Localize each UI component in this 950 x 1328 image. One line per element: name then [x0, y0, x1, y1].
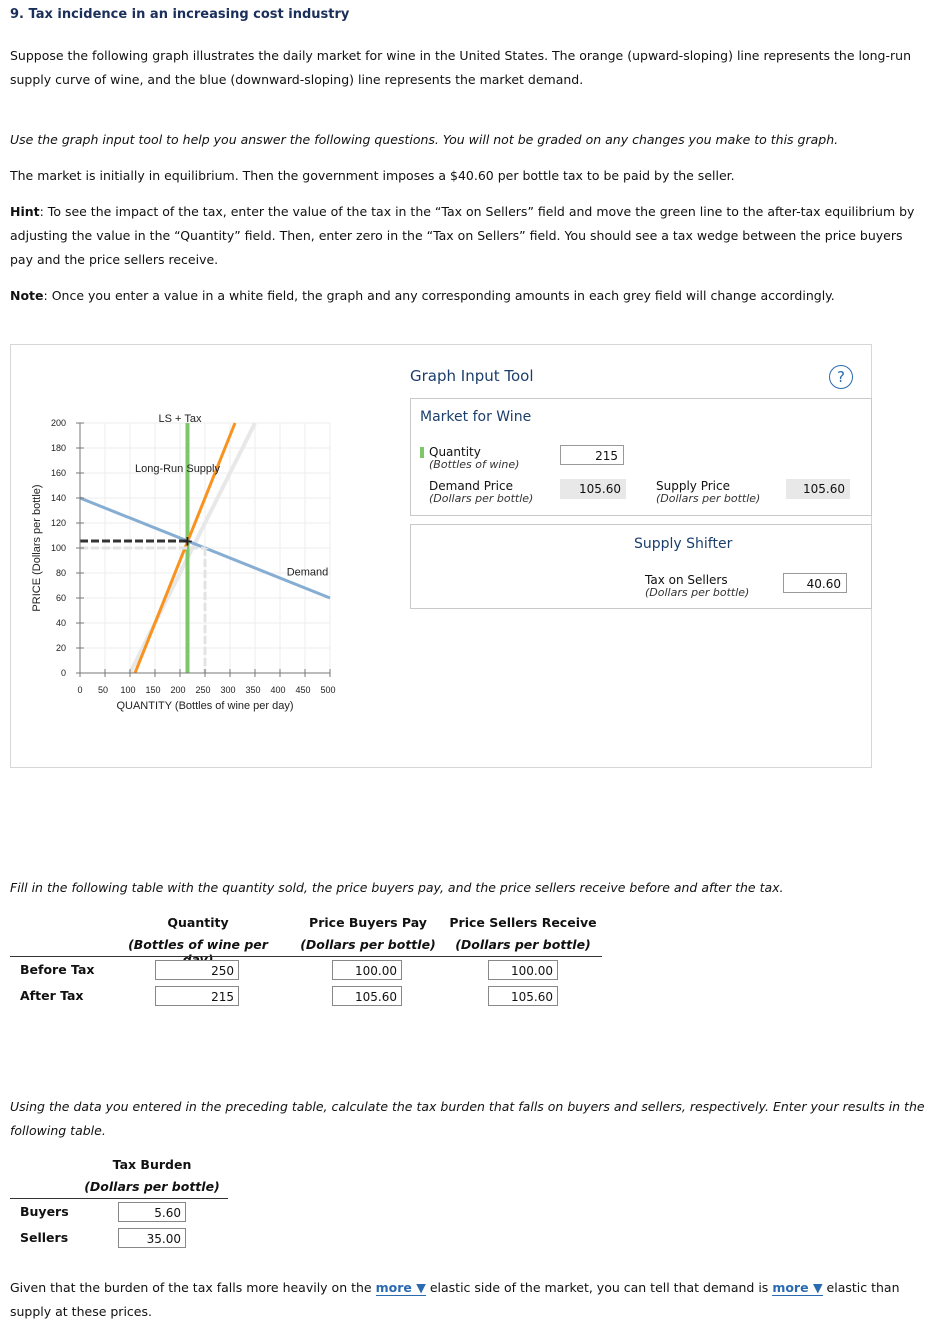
y-tick-label: 60 [55, 593, 66, 603]
col-tax-burden: Tax Burden [112, 1157, 192, 1172]
col-price-sellers: Price Sellers Receive [449, 915, 597, 930]
final-text-1: Given that the burden of the tax falls more heavily on the [10, 1280, 372, 1295]
x-tick-label: 150 [145, 685, 161, 695]
x-tick-label: 450 [295, 685, 311, 695]
y-tick-label: 0 [60, 668, 66, 678]
ls-tax-annotation: LS + Tax [158, 412, 202, 425]
row-before-tax: Before Tax [20, 962, 95, 977]
demand-price-label: Demand Price [429, 479, 513, 493]
before-tax-quantity-input[interactable]: 250 [155, 960, 239, 980]
scenario-text: The market is initially in equilibrium. Then the government imposes a $40.60 per bottle tax to be paid by the seller. [10, 168, 735, 183]
x-tick-label: 100 [120, 685, 136, 695]
final-text-4: supply at these prices. [10, 1304, 152, 1319]
y-tick-label: 100 [50, 543, 66, 553]
initial-equilibrium-marker: + [200, 540, 210, 556]
x-tick-label: 500 [320, 685, 336, 695]
x-axis-title: QUANTITY (Bottles of wine per day) [116, 700, 294, 712]
x-tick-label: 300 [220, 685, 236, 695]
hint-label: Hint [10, 204, 40, 219]
equilibrium-marker: + [182, 532, 193, 551]
x-tick-label: 200 [170, 685, 186, 695]
supply-price-sub: (Dollars per bottle) [656, 492, 761, 505]
demand-annotation: Demand [286, 566, 329, 579]
y-tick-label: 180 [50, 443, 66, 453]
buyers-burden-input[interactable]: 5.60 [118, 1202, 186, 1222]
note-label: Note [10, 288, 44, 303]
elasticity-dropdown-value: more [772, 1280, 809, 1295]
quantity-label: Quantity [429, 445, 481, 459]
side-dropdown-value: more [375, 1280, 412, 1295]
question-title: 9. Tax incidence in an increasing cost industry [10, 7, 350, 22]
y-tick-label: 140 [50, 493, 66, 503]
before-tax-buyers-pay-input[interactable]: 100.00 [332, 960, 402, 980]
long-run-supply-annotation: Long-Run Supply [134, 462, 221, 475]
hint-body: : To see the impact of the tax, enter the value of the tax in the “Tax on Sellers” field and move the green line to the after-tax equilibrium by adjusting the value in the “Quantity” field. Then, enter zero in the “Tax on Sellers” field. You should see a tax wedge between the price buyers pay and the price sellers receive. [10, 204, 915, 267]
col-price-buyers-sub: (Dollars per bottle) [300, 937, 436, 952]
x-tick-label: 0 [77, 685, 83, 695]
table1-prompt: Fill in the following table with the quantity sold, the price buyers pay, and the price sellers receive before and after the tax. [10, 880, 784, 895]
table2-prompt: Using the data you entered in the preceding table, calculate the tax burden that falls on buyers and sellers, respectively. Enter your results in the following table. [10, 1099, 925, 1138]
y-tick-label: 120 [50, 518, 66, 528]
supply-price-label: Supply Price [656, 479, 730, 493]
side-dropdown[interactable] [376, 1280, 426, 1296]
graph-input-tool-title: Graph Input Tool [410, 367, 534, 385]
market-title: Market for Wine [420, 409, 532, 425]
table2-divider [10, 1198, 228, 1199]
before-tax-sellers-receive-input[interactable]: 100.00 [488, 960, 558, 980]
row-after-tax: After Tax [20, 988, 84, 1003]
final-question [10, 1276, 925, 1324]
y-tick-label: 80 [55, 568, 66, 578]
x-tick-label: 50 [97, 685, 109, 695]
note-body: : Once you enter a value in a white field, the graph and any corresponding amounts in each grey field will change accordingly. [43, 288, 835, 303]
row-sellers: Sellers [20, 1230, 69, 1245]
instruction-text: Use the graph input tool to help you answer the following questions. You will not be graded on any changes you make to this graph. [10, 132, 839, 147]
after-tax-sellers-receive-input[interactable]: 105.60 [488, 986, 558, 1006]
demand-price-sub: (Dollars per bottle) [429, 492, 534, 505]
final-text-2: elastic side of the market, you can tell that demand is [429, 1280, 769, 1295]
col-tax-burden-sub: (Dollars per bottle) [84, 1179, 220, 1194]
col-price-sellers-sub: (Dollars per bottle) [455, 937, 591, 952]
quantity-input[interactable]: 215 [560, 445, 624, 465]
col-price-buyers: Price Buyers Pay [309, 915, 427, 930]
chevron-down-icon: ▼ [416, 1280, 426, 1295]
chevron-down-icon: ▼ [812, 1280, 823, 1295]
tax-sub: (Dollars per bottle) [645, 586, 750, 599]
y-axis-title: PRICE (Dollars per bottle) [31, 484, 43, 612]
y-tick-label: 20 [55, 643, 66, 653]
supply-price-value: 105.60 [786, 479, 850, 499]
tax-label: Tax on Sellers [645, 573, 728, 587]
x-tick-label: 250 [195, 685, 211, 695]
after-tax-buyers-pay-input[interactable]: 105.60 [332, 986, 402, 1006]
tax-on-sellers-input[interactable]: 40.60 [783, 573, 847, 593]
x-tick-label: 400 [270, 685, 286, 695]
col-quantity-sub: (Bottles of wine per [128, 937, 268, 952]
quantity-legend-swatch [420, 447, 424, 458]
supply-shifter-title: Supply Shifter [634, 536, 733, 552]
col-quantity: Quantity [167, 915, 229, 930]
elasticity-dropdown[interactable] [772, 1280, 822, 1296]
table1-divider [10, 956, 602, 957]
x-tick-label: 350 [245, 685, 261, 695]
quantity-sub: (Bottles of wine) [429, 458, 520, 471]
help-icon[interactable]: ? [829, 365, 853, 389]
hint-text [10, 200, 925, 272]
demand-price-value: 105.60 [560, 479, 626, 499]
y-tick-label: 160 [50, 468, 66, 478]
sellers-burden-input[interactable]: 35.00 [118, 1228, 186, 1248]
y-tick-label: 200 [50, 418, 66, 428]
y-tick-label: 40 [55, 618, 66, 628]
row-buyers: Buyers [20, 1204, 69, 1219]
note-text [10, 284, 925, 308]
final-text-3: elastic than [826, 1280, 900, 1295]
intro-text: Suppose the following graph illustrates the daily market for wine in the United States. The orange (upward-sloping) line represents the long-run supply curve of wine, and the blue (downward-sloping) line represents the market demand. [10, 48, 911, 87]
wine-market-chart[interactable] [10, 344, 410, 764]
after-tax-quantity-input[interactable]: 215 [155, 986, 239, 1006]
